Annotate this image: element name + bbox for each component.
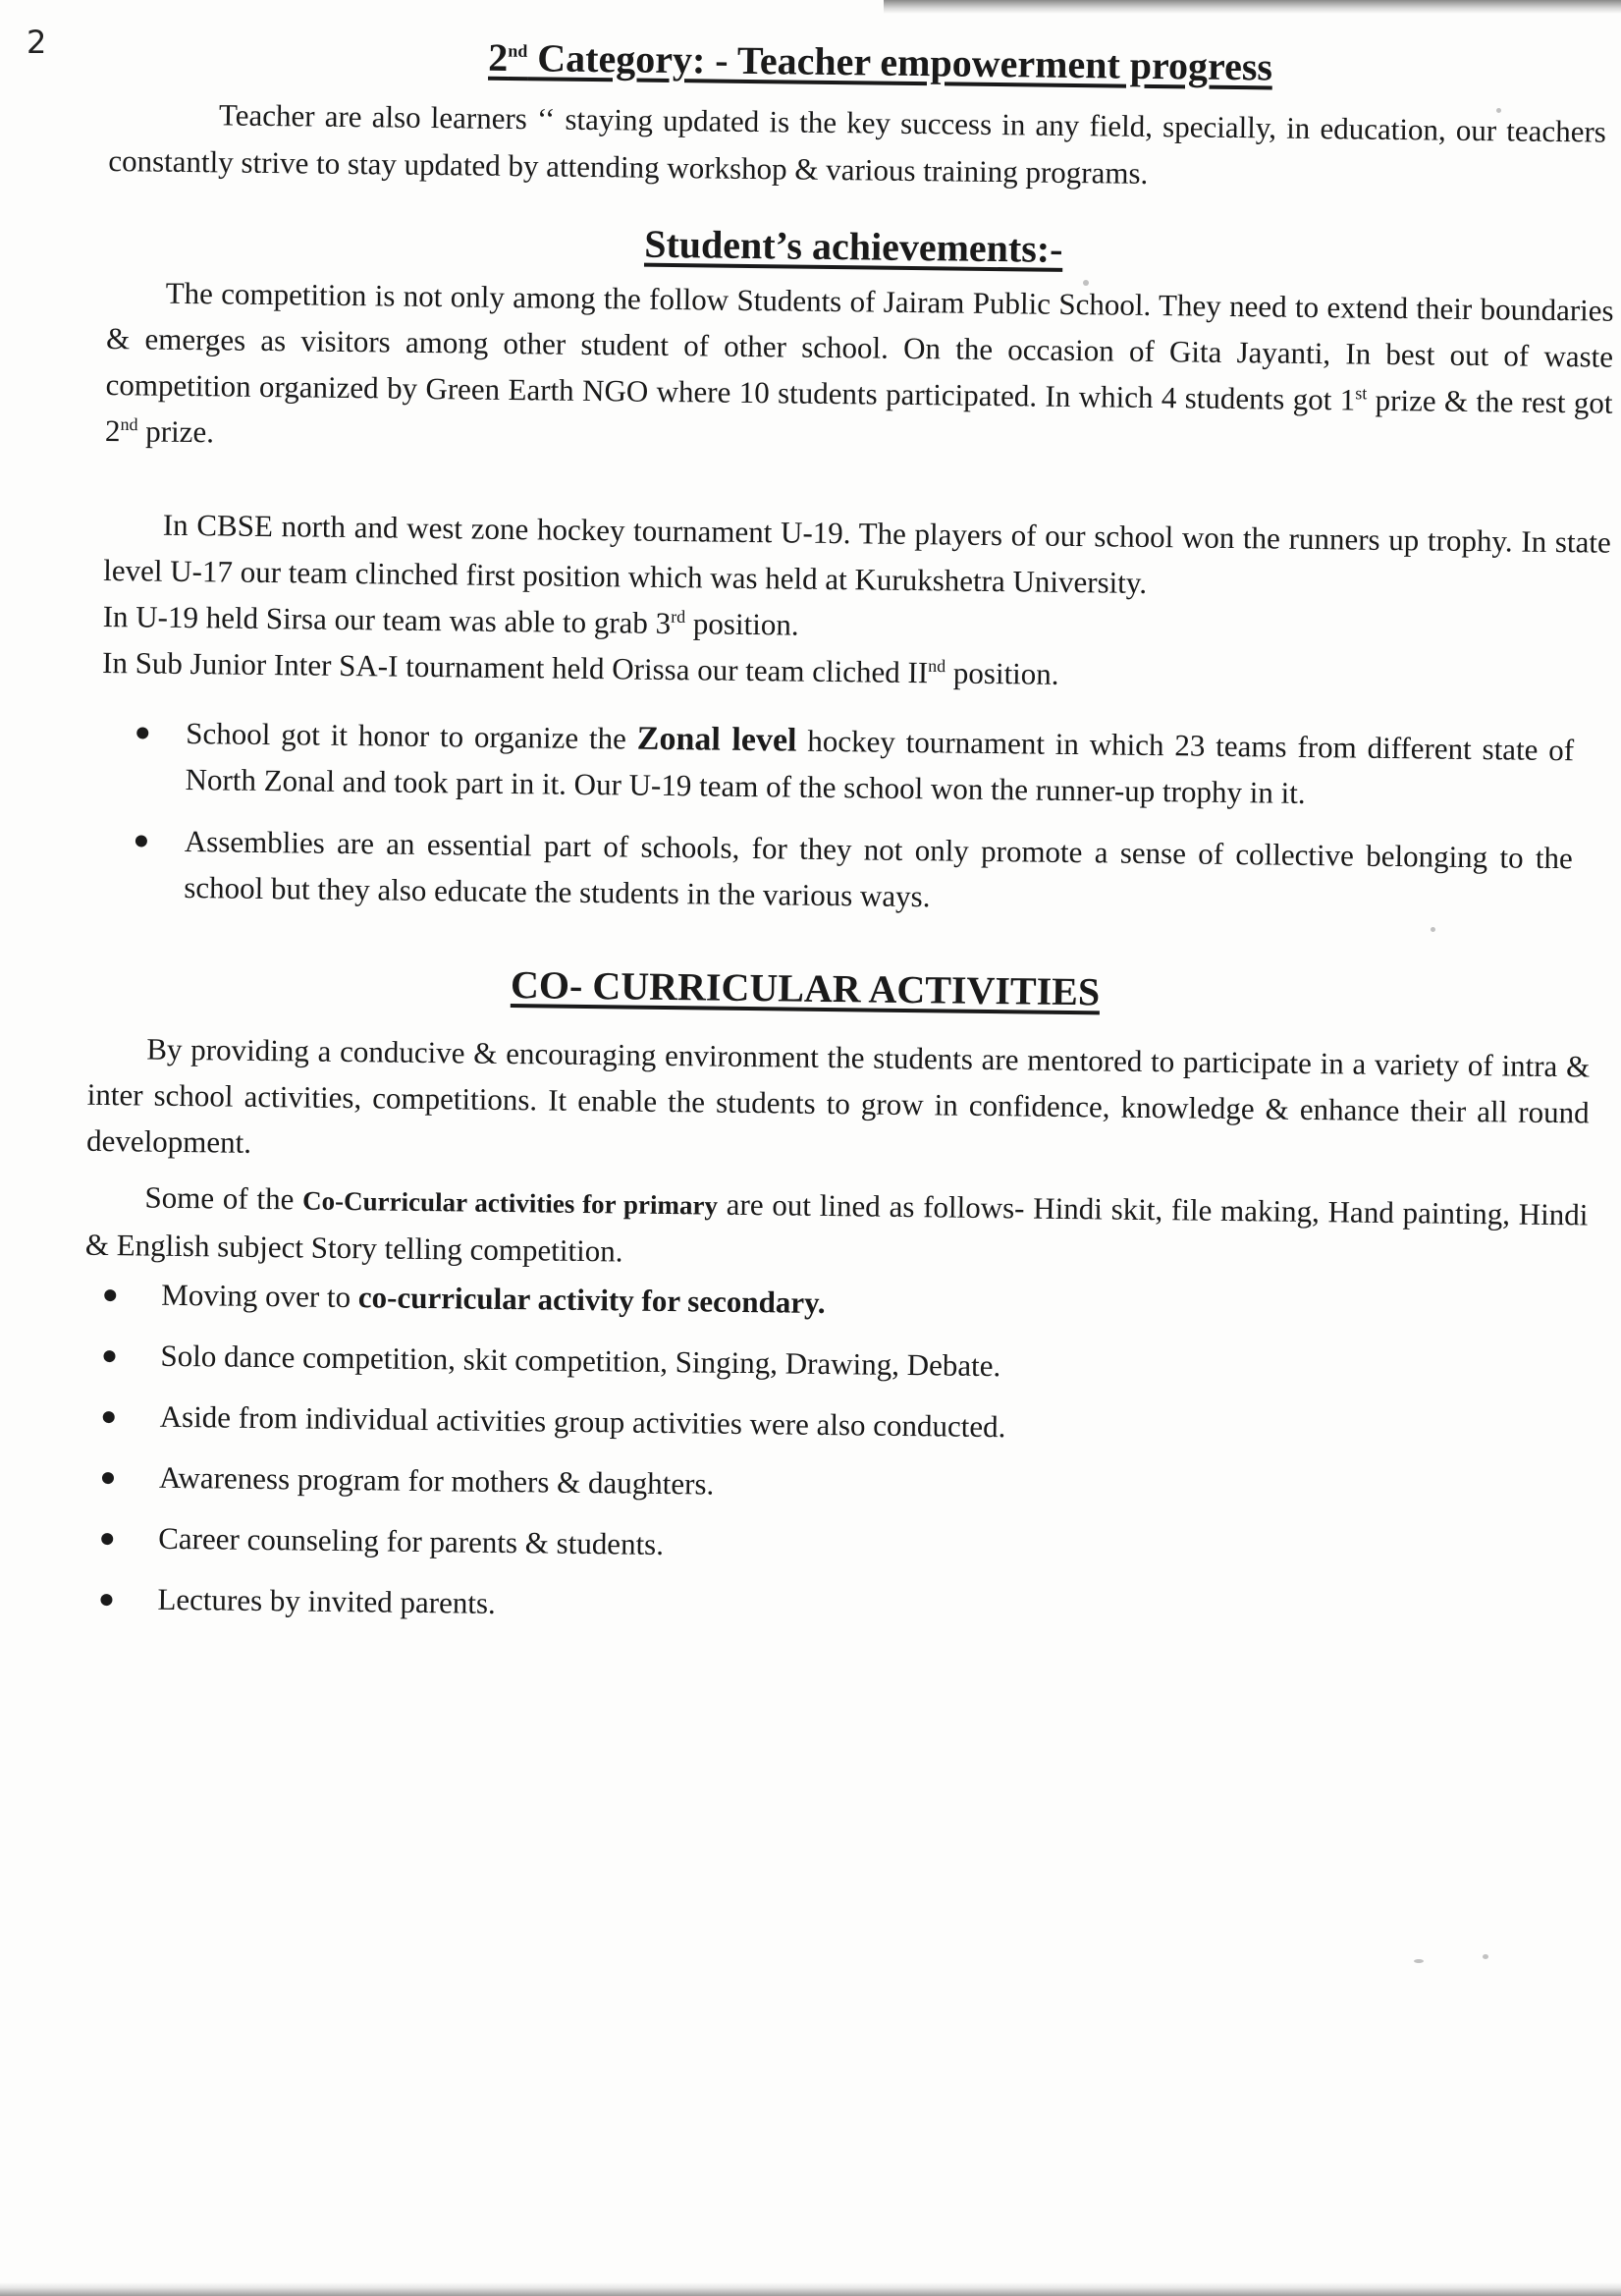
co-curricular-section [84, 957, 1600, 1640]
bullet1-post: hockey tournament in which 23 teams from different state of North Zonal and took part in it. Our U-19 team of the school won the runner-up trophy in it. [185, 723, 1575, 810]
scan-edge-bottom [0, 2282, 1621, 2296]
achievements-paragraph-1 [105, 269, 1614, 472]
achievements-section [99, 214, 1614, 928]
achievements-paragraph-2: In CBSE north and west zone hockey tournament U-19. The players of our school won the runners up trophy. In state level U-17 our team clinched first position which was held at Kurukshetra University. [103, 507, 1611, 600]
list-item: Lectures by invited parents. [81, 1576, 1553, 1639]
teacher-section [108, 29, 1612, 203]
para1-main: The competition is not only among the follow Students of Jairam Public School. They need to extend their boundaries & emerges as visitors among other student of other school. On the occasion of Gita Jayanti, In best out of waste competition organized by Green Earth NGO where 10 students participated. In which 4 students got 1 [105, 275, 1614, 417]
scan-speck [1483, 1954, 1488, 1959]
para2-post: are out lined as follows- Hindi skit, file making, Hand painting, Hindi & English subject Story telling competition. [84, 1186, 1589, 1269]
sec-bullet1-bold: co-curricular activity for secondary. [357, 1280, 826, 1320]
co-curricular-paragraph-2 [85, 1174, 1589, 1286]
list-item [100, 709, 1574, 819]
list-item: Awareness program for mothers & daughters. [82, 1454, 1555, 1517]
teacher-heading [148, 29, 1611, 94]
para1-sup-2: nd [120, 413, 138, 435]
u19-pre: In U-19 held Sirsa our team was able to grab 3 [102, 598, 672, 641]
sec-bullet1-pre: Moving over to [161, 1277, 359, 1315]
para2-pre: Some of the [144, 1179, 303, 1217]
para2-bold: Co-Curricular activities for primary [301, 1185, 719, 1221]
para1-mid: prize & the rest got 2 [104, 382, 1613, 449]
subjunior-post: position. [945, 655, 1059, 691]
scan-edge-top [884, 0, 1621, 14]
achievements-bullet-list [99, 709, 1574, 927]
u19-sup: rd [671, 606, 686, 627]
para1-sup-1: st [1355, 383, 1368, 404]
co-curricular-paragraph-1: By providing a conducive & encouraging environment the students are mentored to participate in a variety of intra & inter school activities, competitions. It enable the students to grow in confidence, knowledge & enhance their all round development. [85, 1031, 1591, 1160]
bullet1-bold: Zonal level [636, 720, 797, 759]
heading-text: Category: - Teacher empowerment progress [527, 35, 1273, 89]
heading-prefix: 2 [488, 34, 509, 80]
subjunior-sup: nd [928, 655, 946, 677]
u19-post: position. [684, 606, 799, 642]
subjunior-pre: In Sub Junior Inter SA-I tournament held Orissa our team cliched II [101, 644, 929, 690]
co-curricular-bullet-list [81, 1272, 1557, 1639]
list-item: Aside from individual activities group activities were also conducted. [82, 1394, 1555, 1456]
teacher-paragraph: Teacher are also learners ‘‘ staying updated is the key success in any field, specially, in education, our teachers constantly strive to stay updated by attending workshop & various training programs. [108, 97, 1607, 191]
co-curricular-heading: CO- CURRICULAR ACTIVITIES [510, 962, 1101, 1014]
heading-sup: nd [508, 40, 528, 61]
achievements-heading: Student’s achievements:- [643, 221, 1063, 271]
list-item: Solo dance competition, skit competition, Singing, Drawing, Debate. [83, 1333, 1556, 1395]
list-item: Assemblies are an essential part of schools, for they not only promote a sense of collective belonging to the school but they also educate the students in the various ways. [99, 817, 1573, 927]
document-body [84, 29, 1614, 1640]
bullet1-pre: School got it honor to organize the [186, 715, 637, 756]
para1-end: prize. [137, 413, 215, 450]
page-number: 2 [27, 24, 47, 61]
scan-speck [1414, 1959, 1424, 1963]
list-item: Career counseling for parents & students. [81, 1515, 1554, 1578]
